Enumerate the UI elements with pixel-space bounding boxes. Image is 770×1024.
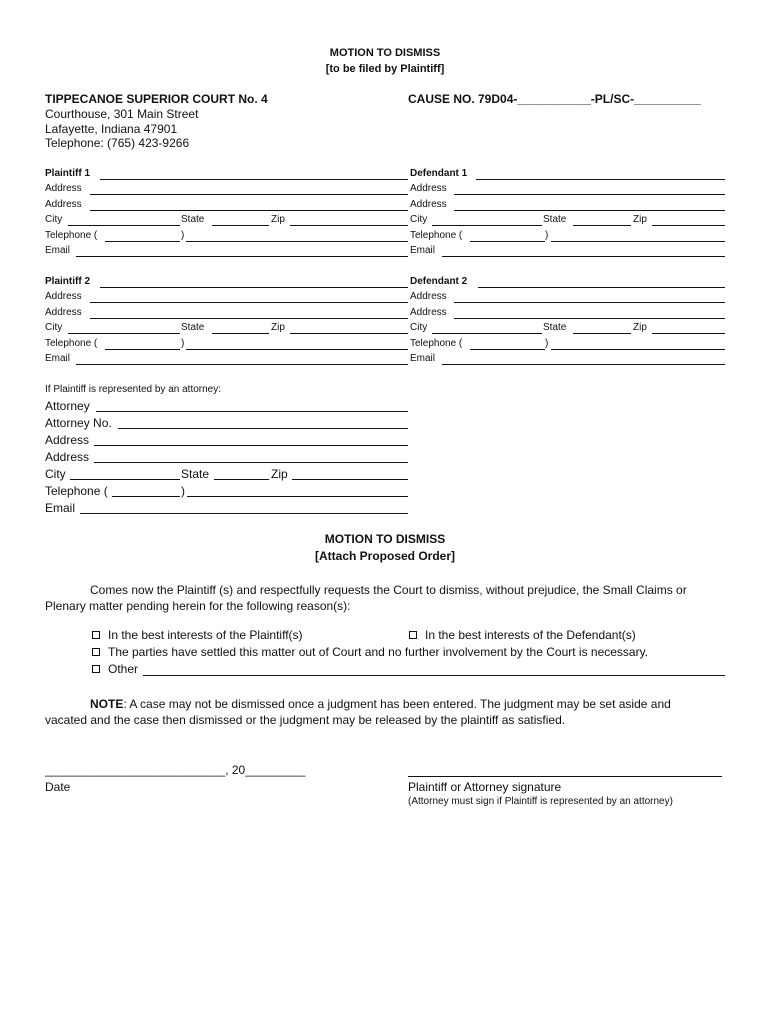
defendant2-label: Defendant 2 — [410, 276, 468, 287]
plaintiff2-telephone-paren: ) — [181, 338, 185, 349]
attorney-email-label: Email — [45, 501, 76, 515]
other-checkbox[interactable] — [92, 665, 100, 673]
defendant1-address1-field[interactable] — [454, 194, 725, 195]
defendant2-email-label: Email — [410, 353, 436, 364]
motion-body-line2: Plenary matter pending herein for the following reason(s): — [45, 599, 351, 613]
attorney-address1-label: Address — [45, 433, 90, 447]
defendant2-city-label: City — [410, 322, 428, 333]
defendant2-zip-field[interactable] — [652, 333, 725, 334]
plaintiff2-city-field[interactable] — [68, 333, 180, 334]
defendant1-state-field[interactable] — [573, 225, 631, 226]
defendant2-address2-label: Address — [410, 307, 447, 318]
signature-label: Plaintiff or Attorney signature — [408, 780, 562, 794]
defendant2-telephone-paren: ) — [545, 338, 549, 349]
motion-subtitle: [Attach Proposed Order] — [314, 549, 455, 563]
court-name: TIPPECANOE SUPERIOR COURT No. 4 — [45, 92, 268, 106]
attorney-email-field[interactable] — [80, 513, 408, 514]
plaintiff1-label: Plaintiff 1 — [45, 168, 91, 179]
defendant2-name-field[interactable] — [478, 287, 725, 288]
plaintiff2-address1-label: Address — [45, 291, 82, 302]
attorney-state-field[interactable] — [214, 479, 269, 480]
defendant1-city-label: City — [410, 214, 428, 225]
defendant1-address2-field[interactable] — [454, 210, 725, 211]
defendant1-address2-label: Address — [410, 199, 447, 210]
attorney-label: Attorney — [45, 399, 90, 413]
defendant1-email-field[interactable] — [442, 256, 725, 257]
plaintiff2-state-field[interactable] — [212, 333, 269, 334]
signature-field[interactable] — [408, 776, 722, 777]
signature-note: (Attorney must sign if Plaintiff is represented by an attorney) — [408, 796, 673, 807]
note-label: NOTE — [90, 697, 124, 711]
attorney-telephone-field[interactable] — [187, 496, 408, 497]
defendant1-email-label: Email — [410, 245, 436, 256]
attorney-city-label: City — [45, 467, 66, 481]
date-label: Date — [45, 780, 71, 794]
plaintiff1-state-label: State — [181, 214, 205, 225]
defendant1-zip-field[interactable] — [652, 225, 725, 226]
attorney-telephone-label: Telephone ( — [45, 484, 108, 498]
plaintiff2-telephone-label: Telephone ( — [45, 338, 98, 349]
court-telephone: Telephone: (765) 423-9266 — [45, 136, 190, 150]
plaintiff1-telephone-label: Telephone ( — [45, 230, 98, 241]
court-address-line2: Lafayette, Indiana 47901 — [45, 122, 178, 136]
plaintiff2-email-field[interactable] — [76, 364, 408, 365]
plaintiff1-zip-label: Zip — [271, 214, 285, 225]
settled-checkbox[interactable] — [92, 648, 100, 656]
attorney-state-label: State — [181, 467, 210, 481]
plaintiff1-area-code-field[interactable] — [105, 241, 180, 242]
attorney-telephone-paren: ) — [181, 484, 185, 498]
plaintiff1-zip-field[interactable] — [290, 225, 408, 226]
other-label: Other — [108, 662, 139, 676]
defendant2-zip-label: Zip — [633, 322, 647, 333]
defendant2-address1-label: Address — [410, 291, 447, 302]
note-text: : A case may not be dismissed once a judgment has been entered. The judgment may be set aside and — [123, 697, 671, 711]
plaintiff2-address1-field[interactable] — [90, 302, 408, 303]
plaintiff2-zip-field[interactable] — [290, 333, 408, 334]
plaintiff1-telephone-paren: ) — [181, 230, 185, 241]
plaintiff1-email-label: Email — [45, 245, 71, 256]
attorney-address1-field[interactable] — [94, 445, 408, 446]
plaintiff2-telephone-field[interactable] — [186, 349, 408, 350]
court-address-line1: Courthouse, 301 Main Street — [45, 107, 199, 121]
defendant2-address2-field[interactable] — [454, 318, 725, 319]
attorney-name-field[interactable] — [96, 411, 408, 412]
settled-label: The parties have settled this matter out of Court and no further involvement by the Court is necessary. — [108, 645, 649, 659]
attorney-address2-field[interactable] — [94, 462, 408, 463]
other-reason-field[interactable] — [143, 675, 725, 676]
attorney-address2-label: Address — [45, 450, 90, 464]
defendant1-telephone-paren: ) — [545, 230, 549, 241]
defendant2-telephone-label: Telephone ( — [410, 338, 463, 349]
note-line1 — [90, 698, 671, 710]
defendant1-city-field[interactable] — [432, 225, 542, 226]
plaintiff2-name-field[interactable] — [100, 287, 408, 288]
cause-number-field[interactable]: CAUSE NO. 79D04-___________-PL/SC-__________ — [408, 92, 701, 106]
motion-title: MOTION TO DISMISS — [324, 532, 446, 546]
attorney-area-code-field[interactable] — [112, 496, 180, 497]
defendant1-label: Defendant 1 — [410, 168, 468, 179]
plaintiff1-name-field[interactable] — [100, 179, 408, 180]
plaintiff2-email-label: Email — [45, 353, 71, 364]
attorney-city-field[interactable] — [70, 479, 180, 480]
defendant1-telephone-label: Telephone ( — [410, 230, 463, 241]
plaintiff2-area-code-field[interactable] — [105, 349, 180, 350]
plaintiff1-city-field[interactable] — [68, 225, 180, 226]
defendant1-name-field[interactable] — [476, 179, 725, 180]
plaintiff1-address1-field[interactable] — [90, 194, 408, 195]
date-field[interactable]: ___________________________, 20_________ — [45, 763, 306, 777]
defendant1-zip-label: Zip — [633, 214, 647, 225]
document-subtitle: [to be filed by Plaintiff] — [325, 63, 445, 75]
plaintiff1-email-field[interactable] — [76, 256, 408, 257]
defendant2-address1-field[interactable] — [454, 302, 725, 303]
plaintiff-interest-label: In the best interests of the Plaintiff(s) — [108, 628, 303, 642]
plaintiff2-address2-label: Address — [45, 307, 82, 318]
defendant1-state-label: State — [543, 214, 567, 225]
plaintiff1-city-label: City — [45, 214, 63, 225]
note-line2: vacated and the case then dismissed or the judgment may be released by the plaintiff as satisfied. — [45, 713, 566, 727]
defendant2-state-label: State — [543, 322, 567, 333]
plaintiff-interest-checkbox[interactable] — [92, 631, 100, 639]
attorney-no-label: Attorney No. — [45, 416, 112, 430]
document-title: MOTION TO DISMISS — [329, 47, 441, 59]
plaintiff2-zip-label: Zip — [271, 322, 285, 333]
plaintiff1-telephone-field[interactable] — [186, 241, 408, 242]
defendant2-city-field[interactable] — [432, 333, 542, 334]
plaintiff2-label: Plaintiff 2 — [45, 276, 91, 287]
defendant2-state-field[interactable] — [573, 333, 631, 334]
plaintiff1-address1-label: Address — [45, 183, 82, 194]
plaintiff2-city-label: City — [45, 322, 63, 333]
plaintiff2-address2-field[interactable] — [90, 318, 408, 319]
defendant2-area-code-field[interactable] — [470, 349, 545, 350]
attorney-intro: If Plaintiff is represented by an attorney: — [45, 384, 222, 395]
plaintiff1-address2-field[interactable] — [90, 210, 408, 211]
defendant2-email-field[interactable] — [442, 364, 725, 365]
motion-body-line1: Comes now the Plaintiff (s) and respectfully requests the Court to dismiss, without prejudice, the Small Claims or — [90, 583, 687, 597]
defendant-interest-checkbox[interactable] — [409, 631, 417, 639]
attorney-zip-field[interactable] — [292, 479, 408, 480]
attorney-zip-label: Zip — [271, 467, 288, 481]
defendant1-address1-label: Address — [410, 183, 447, 194]
defendant-interest-label: In the best interests of the Defendant(s) — [425, 628, 636, 642]
plaintiff1-address2-label: Address — [45, 199, 82, 210]
defendant1-telephone-field[interactable] — [551, 241, 725, 242]
plaintiff2-state-label: State — [181, 322, 205, 333]
plaintiff1-state-field[interactable] — [212, 225, 269, 226]
attorney-no-field[interactable] — [118, 428, 408, 429]
defendant1-area-code-field[interactable] — [470, 241, 545, 242]
defendant2-telephone-field[interactable] — [551, 349, 725, 350]
